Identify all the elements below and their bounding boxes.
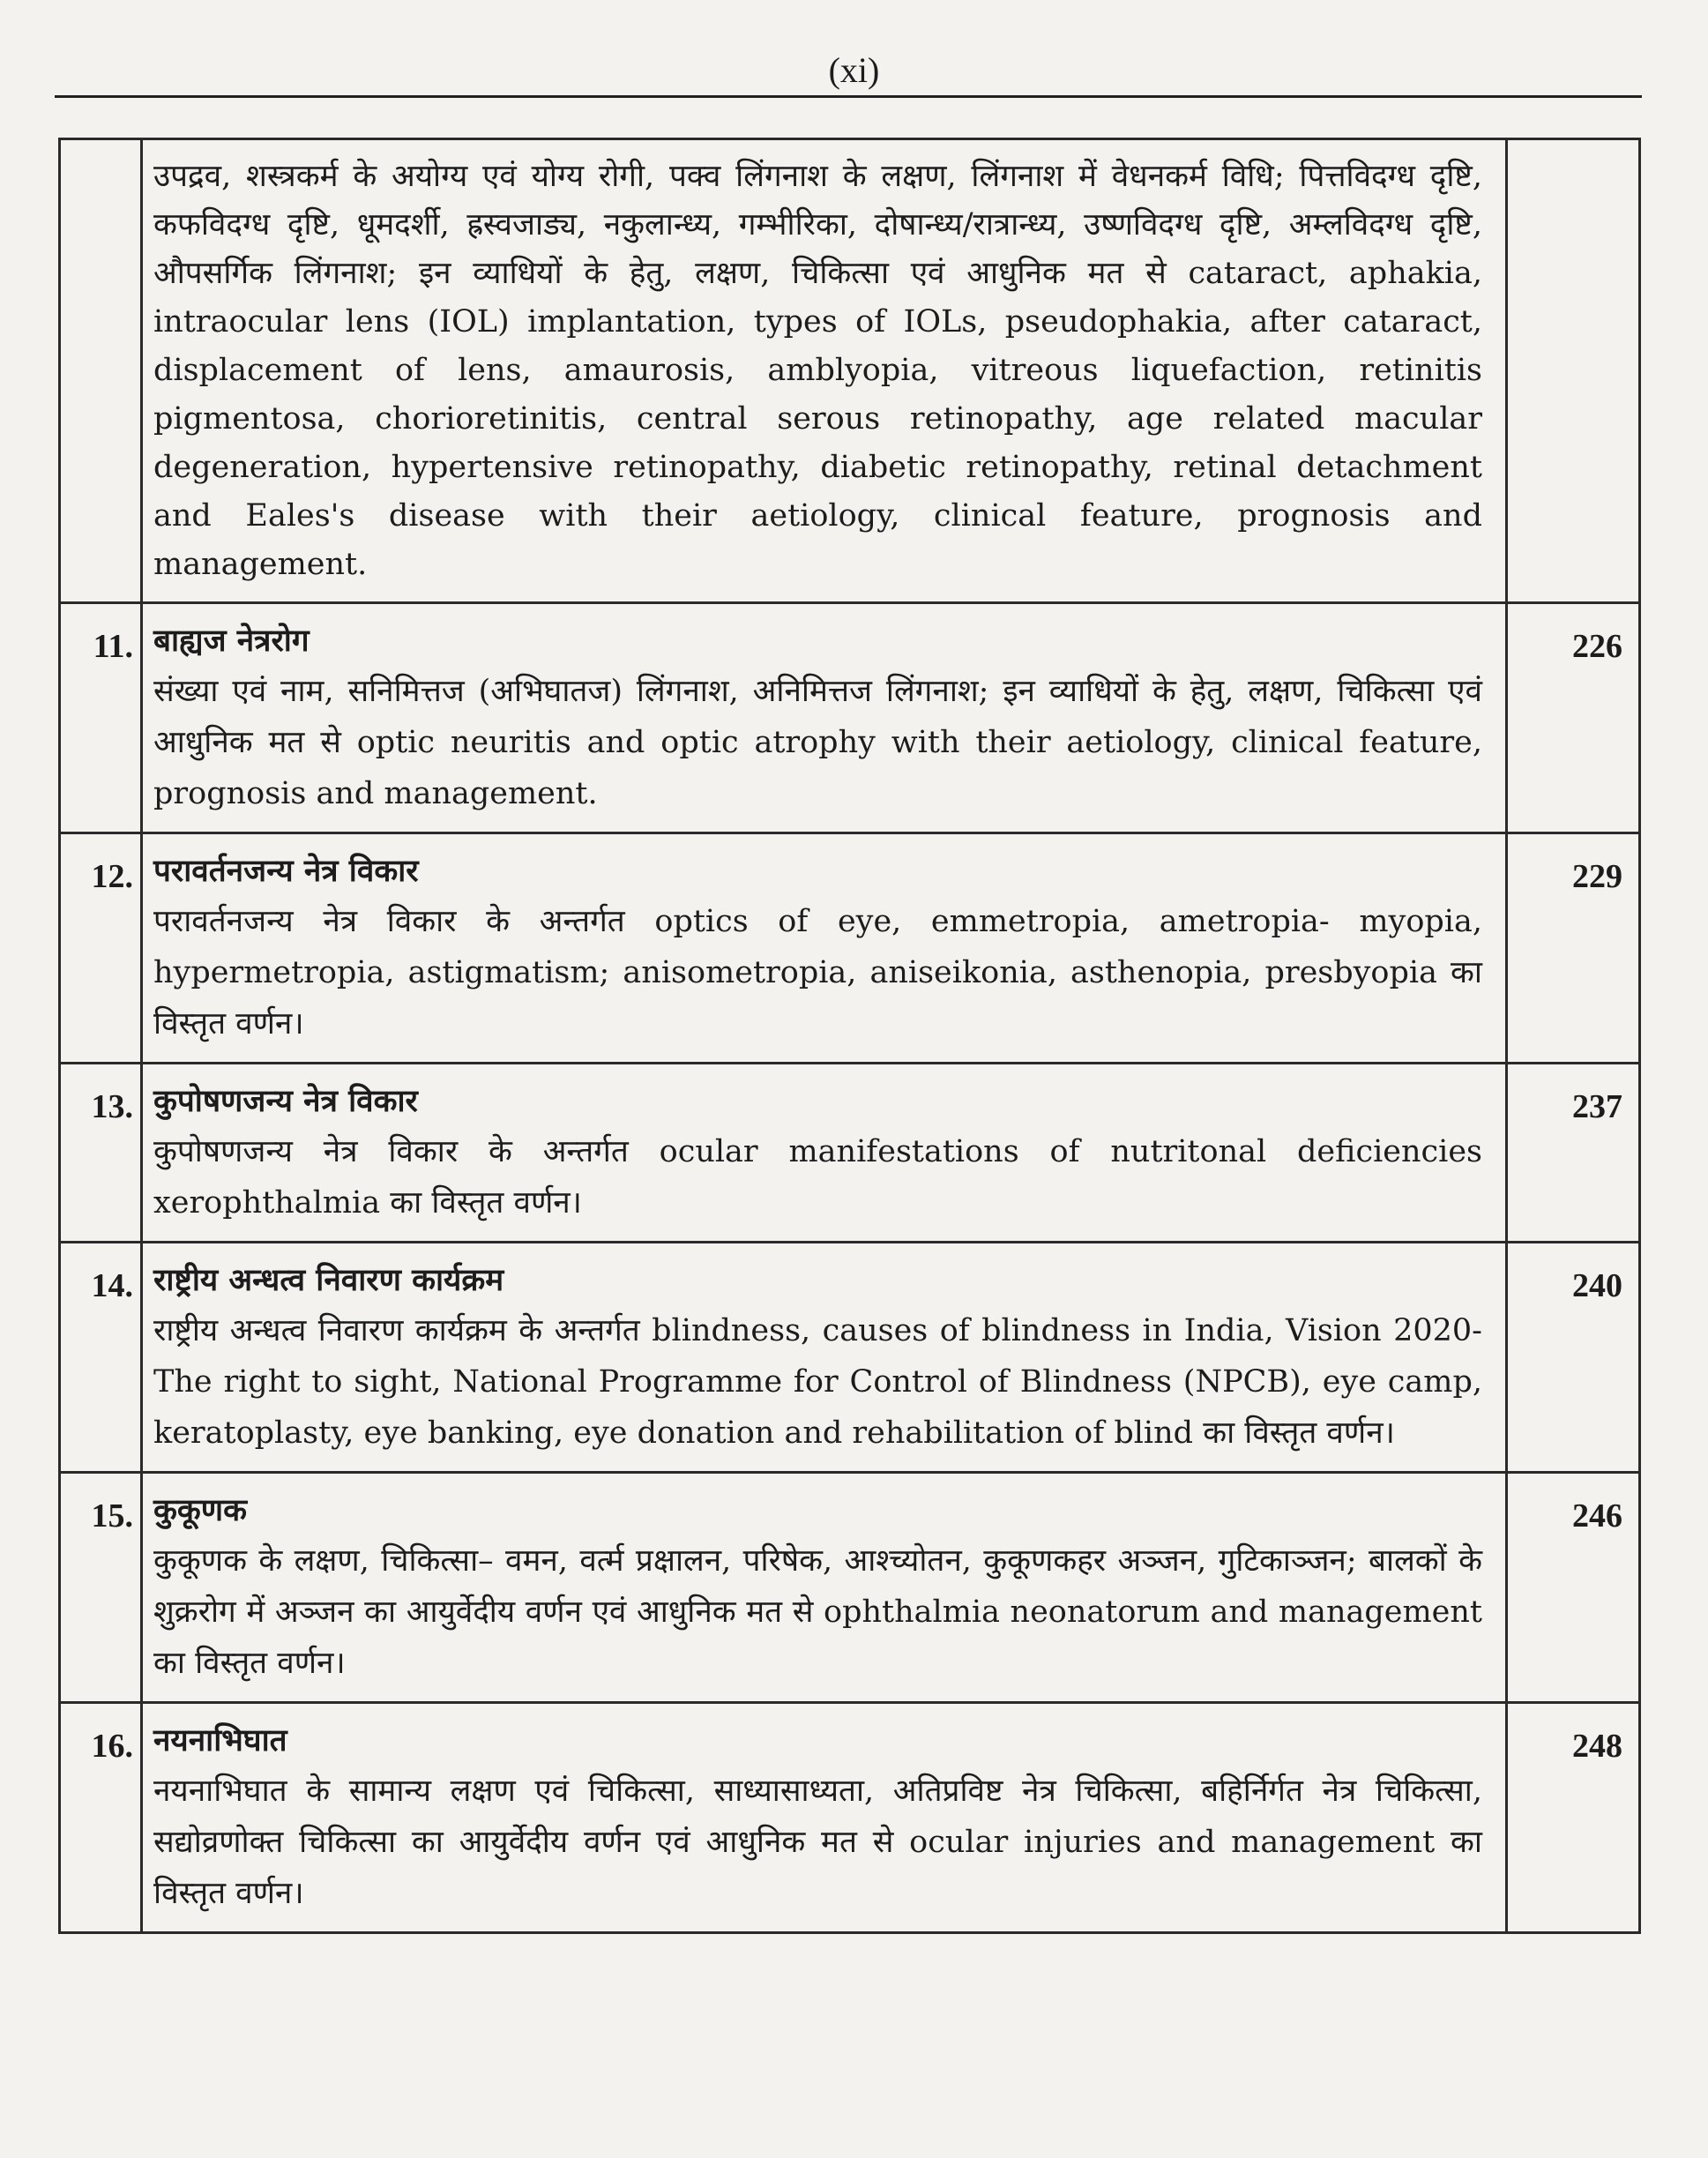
entry-title: राष्ट्रीय अन्धत्व निवारण कार्यक्रम xyxy=(153,1263,504,1298)
table-row xyxy=(60,603,1640,833)
entry-number: 14. xyxy=(60,1243,142,1473)
entry-description: राष्ट्रीय अन्धत्व निवारण कार्यक्रम के अन्तर्गत blindness, causes of blindness in India, Vision 2020- The right to sight, National Programme for Control of Blindness (NPCB), eye camp, keratoplasty, eye banking, eye donation and rehabilitation of blind का विस्तृत वर्णन। xyxy=(153,1313,1482,1451)
table-row xyxy=(60,1064,1640,1243)
table-row xyxy=(60,1473,1640,1703)
entry-description: संख्या एवं नाम, सनिमित्तज (अभिघातज) लिंगनाश, अनिमित्तज लिंगनाश; इन व्याधियों के हेतु, लक्षण, चिकित्सा एवं आधुनिक मत से optic neuritis and optic atrophy with their aetiology, clinical feature, prognosis and management. xyxy=(153,674,1482,811)
entry-content xyxy=(142,1473,1507,1703)
entry-number: 13. xyxy=(60,1064,142,1243)
entry-page: 229 xyxy=(1507,833,1640,1064)
entry-page: 226 xyxy=(1507,603,1640,833)
entry-content xyxy=(142,139,1507,603)
entry-number: 11. xyxy=(60,603,142,833)
entry-content xyxy=(142,1703,1507,1933)
entry-page: 240 xyxy=(1507,1243,1640,1473)
table-row xyxy=(60,139,1640,603)
entry-description: परावर्तनजन्य नेत्र विकार के अन्तर्गत optics of eye, emmetropia, ametropia- myopia, hypermetropia, astigmatism; anisometropia, aniseikonia, asthenopia, presbyopia का विस्तृत वर्णन। xyxy=(153,904,1482,1042)
entry-description: उपद्रव, शस्त्रकर्म के अयोग्य एवं योग्य रोगी, पक्व लिंगनाश के लक्षण, लिंगनाश में वेधनकर्म विधि; पित्तविदग्ध दृष्टि, कफविदग्ध दृष्टि, धूमदर्शी, ह्रस्वजाड्य, नकुलान्ध्य, गम्भीरिका, दोषान्ध्य/रात्रान्ध्य, उष्णविदग्ध दृष्टि, अम्लविदग्ध दृष्टि, औपसर्गिक लिंगनाश; इन व्याधियों के हेतु, लक्षण, चिकित्सा एवं आधुनिक मत से cataract, aphakia, intraocular lens (IOL) implantation, types of IOLs, pseudophakia, after cataract, displacement of lens, amaurosis, amblyopia, vitreous liquefaction, retinitis pigmentosa, chorioretinitis, central serous retinopathy, age related macular degeneration, hypertensive retinopathy, diabetic retinopathy, retinal detachment and Eales's disease with their aetiology, clinical feature, prognosis and management. xyxy=(153,159,1482,582)
table-row xyxy=(60,833,1640,1064)
entry-title: बाह्यज नेत्ररोग xyxy=(153,624,310,659)
entry-number: 15. xyxy=(60,1473,142,1703)
entry-page: 237 xyxy=(1507,1064,1640,1243)
entry-description: कुकूणक के लक्षण, चिकित्सा– वमन, वर्त्म प्रक्षालन, परिषेक, आश्च्योतन, कुकूणकहर अञ्जन, गुटिकाञ्जन; बालकों के शुक्ररोग में अञ्जन का आयुर्वेदीय वर्णन एवं आधुनिक मत से ophthalmia neonatorum and management का विस्तृत वर्णन। xyxy=(153,1543,1482,1681)
entry-title: कुकूणक xyxy=(153,1493,247,1528)
entry-title: परावर्तनजन्य नेत्र विकार xyxy=(153,854,419,889)
entry-content xyxy=(142,1243,1507,1473)
contents-table xyxy=(58,138,1641,1934)
header-rule xyxy=(55,95,1642,98)
entry-page: 246 xyxy=(1507,1473,1640,1703)
entry-page xyxy=(1507,139,1640,603)
page-number: (xi) xyxy=(828,50,880,90)
table-row xyxy=(60,1243,1640,1473)
table-row xyxy=(60,1703,1640,1933)
entry-content xyxy=(142,833,1507,1064)
entry-number xyxy=(60,139,142,603)
entry-number: 16. xyxy=(60,1703,142,1933)
entry-number: 12. xyxy=(60,833,142,1064)
entry-title: नयनाभिघात xyxy=(153,1723,287,1759)
entry-page: 248 xyxy=(1507,1703,1640,1933)
entry-content xyxy=(142,603,1507,833)
entry-content xyxy=(142,1064,1507,1243)
entry-title: कुपोषणजन्य नेत्र विकार xyxy=(153,1084,418,1119)
entry-description: कुपोषणजन्य नेत्र विकार के अन्तर्गत ocular manifestations of nutritonal deficiencies xerophthalmia का विस्तृत वर्णन। xyxy=(153,1134,1482,1221)
entry-description: नयनाभिघात के सामान्य लक्षण एवं चिकित्सा, साध्यासाध्यता, अतिप्रविष्ट नेत्र चिकित्सा, बहिर्निर्गत नेत्र चिकित्सा, सद्योव्रणोक्त चिकित्सा का आयुर्वेदीय वर्णन एवं आधुनिक मत से ocular injuries and management का विस्तृत वर्णन। xyxy=(153,1773,1482,1911)
